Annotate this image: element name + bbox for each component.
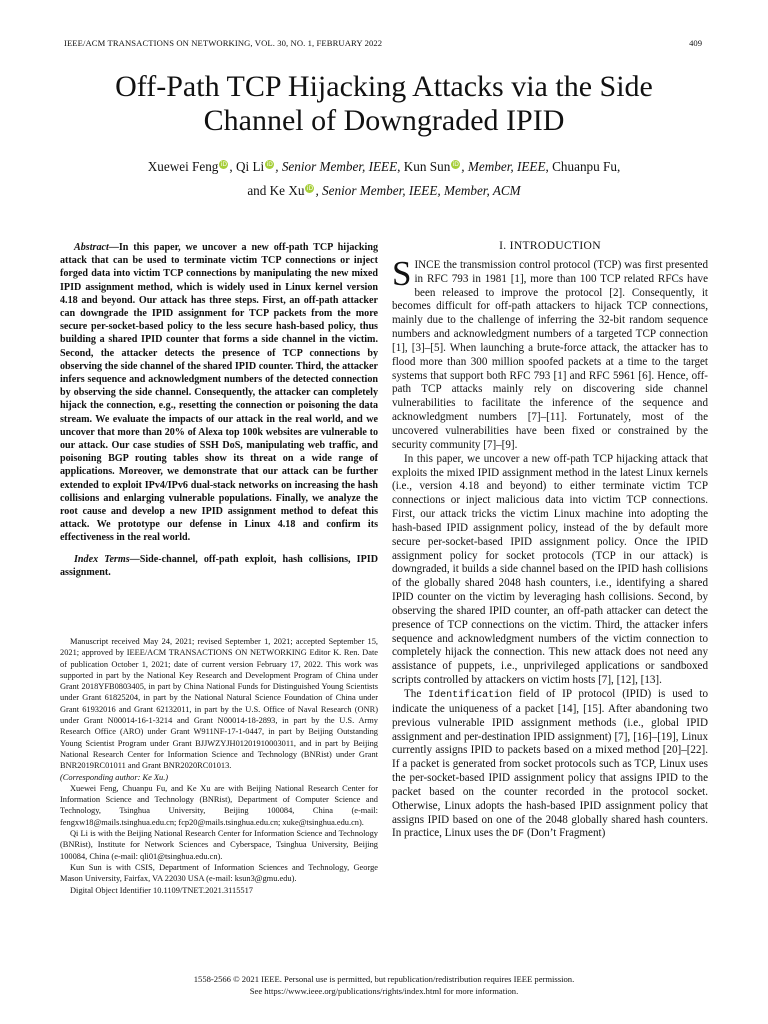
intro-paragraph-1 xyxy=(392,253,708,453)
code-df: DF xyxy=(512,829,525,841)
left-column xyxy=(60,241,378,579)
author-line-2 xyxy=(60,179,708,203)
text-run: (Don’t Fragment) xyxy=(524,827,606,840)
manuscript-note: Manuscript received May 24, 2021; revised September 1, 2021; accepted September 15, 2021; approved by IEEE/ACM TRANSACTIONS ON NETWORKING Editor K. Ren. Date of publication October 1, 2021; date of current version February 17, 2022. This work was supported in part by the National Key Research and Development Program of China under Grant 2018YFB0803405, in part by China National Funds for Distinguished Young Scientists under Grant 61825204, in part by the National Natural Science Foundation of China under Grant 61932016 and Grant 62132011, in part by the U.S. Office of Naval Research (ONR) under Grant N00014-16-1-3214 and Grant N00014-18-2893, in part by the U.S. Army Research Office (ARO) under Grant W911NF-17-1-0447, in part by Beijing Outstanding Young Scientist Program under Grant BJJWZYJH01201910003011, and in part by Beijing National Research Center for Information Science and Technology (BNRist) under Grant BNR2019RC01011 and Grant BNR2020RC01013. xyxy=(60,637,378,771)
author-line-1: Xuewei Feng iD , Qi Li iD , Senior Member, IEEE, Kun Sun iD , Member, IEEE, Chuanpu Fu, xyxy=(147,159,621,174)
affiliation-1: Xuewei Feng, Chuanpu Fu, and Ke Xu are with Beijing National Research Center for Information Science and Technology (BNRist), Department of Computer Science and Technology, Tsinghua University, Beijing 100084, China (e-mail: fengxw18@mails.tsinghua.edu.cn; fcp20@mails.tsinghua.edu.cn; xuke@tsinghua.edu.cn). xyxy=(60,783,378,827)
journal-header: IEEE/ACM TRANSACTIONS ON NETWORKING, VOL. 30, NO. 1, FEBRUARY 2022 xyxy=(64,38,383,48)
paper-title xyxy=(60,70,708,138)
corresponding-author: (Corresponding author: Ke Xu.) xyxy=(60,772,169,782)
section-heading: I. INTRODUCTION xyxy=(499,239,601,252)
index-terms-text: —Side-channel, off-path exploit, hash collisions, IPID assignment. xyxy=(60,553,378,578)
index-terms-label: Index Terms xyxy=(74,553,130,565)
drop-cap: S xyxy=(392,253,412,293)
author-name: , Kun Sun xyxy=(397,159,451,174)
right-column xyxy=(392,239,708,842)
footnote-block xyxy=(60,636,378,896)
intro-paragraph-1-text: INCE the transmission control protocol (TCP) was first presented in RFC 793 in 1981 [1], more than 100 TCP related RFCs have been released to improve the protocol [2]. Consequently, it becomes difficult for off-path attackers to hijack TCP connections, mainly due to the challenge of inferring the 32-bit random sequence numbers and acknowledgment numbers of a targeted TCP connection [1], [3]–[5]. When launching a brute-force attack, the attacker has to flood more than 300 million spoofed packets at a time to the target systems that support both RFC 793 [1] and RFC 5961 [6]. Hence, off-path TCP attacks mainly rely on discovering side channel vulnerabilities to facilitate the inference of the sequence and acknowledgment numbers [7]–[11]. Fortunately, most of the uncovered vulnerabilities have been fixed or constrained by the security community [7]–[9]. xyxy=(392,258,708,451)
affiliation-3: Kun Sun is with CSIS, Department of Information Sciences and Technology, George Mason University, Fairfax, VA 22030 USA (e-mail: ksun3@gmu.edu). xyxy=(60,862,378,884)
orcid-icon[interactable]: iD xyxy=(452,160,459,168)
author-name: and Ke Xu xyxy=(247,183,305,198)
intro-paragraph-3 xyxy=(392,688,708,842)
page-number: 409 xyxy=(689,38,702,48)
doi[interactable]: Digital Object Identifier 10.1109/TNET.2021.3115517 xyxy=(70,885,253,895)
author-name: Qi Li xyxy=(236,159,265,174)
index-terms xyxy=(60,553,378,579)
rights-link[interactable]: See https://www.ieee.org/publications/rights/index.html for more information. xyxy=(249,985,519,996)
text-run: field of IP protocol (IPID) is used to indicate the uniqueness of a packet [14], [15]. After abandoning two previous vulnerable IPID assignment methods (i.e., global IPID assignment and per-destination IPID assignment) [7], [16]–[19], Linux currently assigns IPID to packets based on a mixed method [20]–[22]. If a packet is generated from socket protocols such as TCP, Linux uses the per-socket-based IPID assignment policy that assigns IPID to the packet based on the counter recorded in the protocol socket. Otherwise, Linux adopts the hash-based IPID assignment policy that assigns IPID based on one of the 2048 globally shared hash counters. In practice, Linux uses the xyxy=(392,688,708,840)
orcid-icon[interactable]: iD xyxy=(266,160,273,168)
author-role: , Senior Member, IEEE xyxy=(275,159,398,174)
author-role: , Senior Member, IEEE, Member, ACM xyxy=(315,183,521,198)
title-line-2: Channel of Downgraded IPID xyxy=(203,104,565,137)
orcid-icon[interactable]: iD xyxy=(220,160,228,168)
author-name: Xuewei Feng xyxy=(147,159,219,174)
text-run: The xyxy=(404,688,429,700)
orcid-icon[interactable]: iD xyxy=(306,184,314,192)
author-list xyxy=(60,155,708,203)
author-name: , Chuanpu Fu, xyxy=(545,159,621,174)
author-role: , Member, IEEE xyxy=(461,159,546,174)
intro-paragraph-2: In this paper, we uncover a new off-path TCP hijacking attack that exploits the mixed IPID assignment method in the latest Linux kernels (i.e., version 4.18 and beyond) to either terminate victim TCP connections or inject malicious data into victim TCP connections. First, our attack tricks the victim Linux machine into adopting the hash-based IPID assignment policy, instead of the by default more secure per-socket-based IPID assignment policy. Once the IPID assignment policy for socket protocols (TCP in our attack) is downgraded, it builds a side channel based on the IPID hash collisions of the globally shared 2048 hash counters, i.e., identifying a shared IPID counter on the victim by leveraging hash collisions. Second, by observing the shared IPID counter, an off-path attacker can detect the presence of TCP connections on the victim. Third, the attacker infers sequence and acknowledgment numbers of the victim connection to completely hijack the connection. This new attack does not need any assistance of puppets, i.e., unprivileged applications or sandboxed scripts controlled by attackers on victim hosts [7], [12], [13]. xyxy=(392,452,708,687)
copyright-line: 1558-2566 © 2021 IEEE. Personal use is permitted, but republication/redistribution requires IEEE permission. xyxy=(193,974,575,984)
abstract xyxy=(60,241,378,545)
code-identification: Identification xyxy=(428,690,513,701)
abstract-label: Abstract xyxy=(74,242,109,253)
affiliation-2: Qi Li is with the Beijing National Research Center for Information Science and Technology (BNRist), Institute for Network Sciences and Cyberspace, Tsinghua University, Beijing 100084, China (e-mail: qli01@tsinghua.edu.cn). xyxy=(60,829,378,861)
title-line-1: Off-Path TCP Hijacking Attacks via the Side xyxy=(115,70,653,103)
abstract-text: —In this paper, we uncover a new off-path TCP hijacking attack that can be used to terminate victim TCP connections or inject forged data into victim TCP connections by manipulating the new mixed IPID assignment method, which is widely used in Linux kernel version 4.18 and beyond. Our attack has three steps. First, an off-path attacker can downgrade the IPID assignment for TCP packets from the more secure per-socket-based policy to the less secure hash-based policy, thus building a shared IPID counter that forms a side channel in the victim. Second, the attacker detects the presence of TCP connections by observing the side channel of the shared IPID counter. Third, the attacker infers sequence and acknowledgment numbers of the detected connection by observing the side channel. Consequently, the attacker can completely hijack the connection, e.g., resetting the connection or poisoning the data stream. We evaluate the impacts of our attack in the real world, and we uncover that more than 20% of Alexa top 100k websites are vulnerable to our attack. Our case studies of SSH DoS, manipulating web traffic, and poisoning BGP routing tables show its threat on a wide range of applications. Moreover, we demonstrate that our attack can be further extended to exploit IPv4/IPv6 dual-stack networks on increasing the hash collisions and enlarging vulnerable populations. Finally, we analyze the root cause and develop a new IPID assignment method to defeat this attack. We prototype our defense in Linux 4.18 and confirm its effectiveness in the real world. xyxy=(60,242,378,544)
copyright-footer xyxy=(60,974,708,997)
